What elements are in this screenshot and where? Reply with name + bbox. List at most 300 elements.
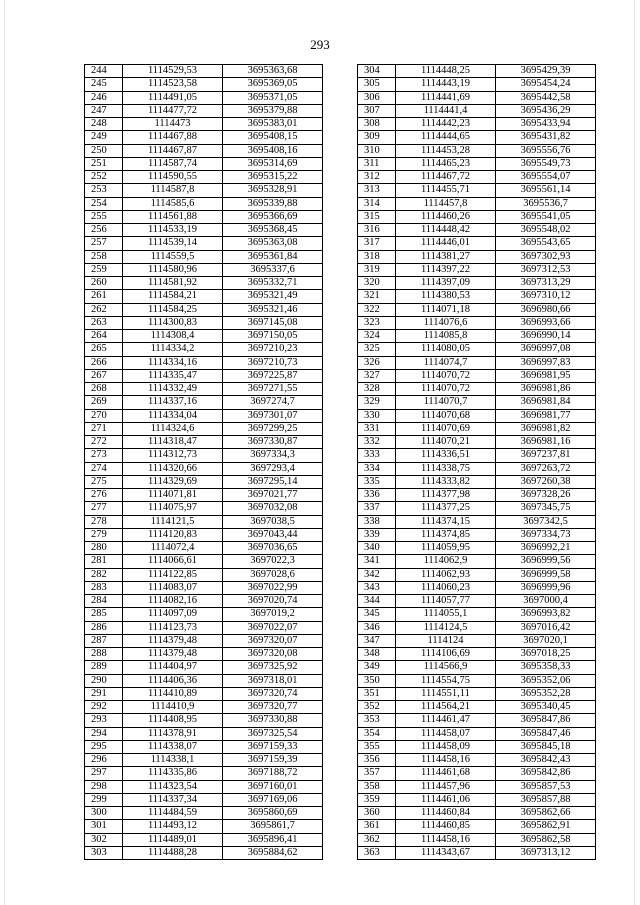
y-coordinate-cell: 3695842,86 [496, 767, 596, 780]
table-row [85, 224, 323, 237]
x-coordinate-cell: 1114334,16 [123, 356, 223, 369]
x-coordinate-cell: 1114338,07 [123, 740, 223, 753]
point-number-cell: 301 [85, 820, 123, 833]
x-coordinate-cell: 1114477,72 [123, 104, 223, 117]
y-coordinate-cell: 3696980,66 [496, 303, 596, 316]
table-row [358, 409, 596, 422]
table-row [85, 489, 323, 502]
x-coordinate-cell: 1114453,28 [396, 144, 496, 157]
table-row [85, 104, 323, 117]
point-number-cell: 318 [358, 250, 396, 263]
point-number-cell: 343 [358, 581, 396, 594]
point-number-cell: 334 [358, 462, 396, 475]
y-coordinate-cell: 3697342,5 [496, 515, 596, 528]
x-coordinate-cell: 1114066,61 [123, 555, 223, 568]
x-coordinate-cell: 1114584,25 [123, 303, 223, 316]
point-number-cell: 313 [358, 184, 396, 197]
x-coordinate-cell: 1114380,53 [396, 290, 496, 303]
table-row [358, 197, 596, 210]
y-coordinate-cell: 3697301,07 [223, 409, 323, 422]
point-number-cell: 282 [85, 568, 123, 581]
table-row [85, 409, 323, 422]
y-coordinate-cell: 3697188,72 [223, 767, 323, 780]
x-coordinate-cell: 1114491,05 [123, 91, 223, 104]
point-number-cell: 292 [85, 701, 123, 714]
table-row [85, 118, 323, 131]
point-number-cell: 255 [85, 210, 123, 223]
point-number-cell: 294 [85, 727, 123, 740]
point-number-cell: 307 [358, 104, 396, 117]
table-row [358, 462, 596, 475]
x-coordinate-cell: 1114332,49 [123, 383, 223, 396]
x-coordinate-cell: 1114070,7 [396, 396, 496, 409]
y-coordinate-cell: 3695340,45 [496, 701, 596, 714]
x-coordinate-cell: 1114329,69 [123, 475, 223, 488]
point-number-cell: 284 [85, 595, 123, 608]
point-number-cell: 257 [85, 237, 123, 250]
table-row [358, 237, 596, 250]
x-coordinate-cell: 1114443,19 [396, 78, 496, 91]
y-coordinate-cell: 3695337,6 [223, 263, 323, 276]
y-coordinate-cell: 3695408,16 [223, 144, 323, 157]
x-coordinate-cell: 1114122,85 [123, 568, 223, 581]
table-row [85, 131, 323, 144]
y-coordinate-cell: 3695352,06 [496, 674, 596, 687]
x-coordinate-cell: 1114467,87 [123, 144, 223, 157]
table-row [85, 568, 323, 581]
y-coordinate-cell: 3695857,88 [496, 793, 596, 806]
table-row [358, 489, 596, 502]
table-row [358, 144, 596, 157]
table-row [358, 436, 596, 449]
table-row [358, 555, 596, 568]
point-number-cell: 324 [358, 330, 396, 343]
point-number-cell: 320 [358, 277, 396, 290]
y-coordinate-cell: 3697210,23 [223, 343, 323, 356]
x-coordinate-cell: 1114465,23 [396, 157, 496, 170]
y-coordinate-cell: 3697237,81 [496, 449, 596, 462]
y-coordinate-cell: 3696990,14 [496, 330, 596, 343]
table-row [85, 674, 323, 687]
table-row [85, 65, 323, 78]
table-row [358, 157, 596, 170]
point-number-cell: 360 [358, 807, 396, 820]
point-number-cell: 323 [358, 316, 396, 329]
x-coordinate-cell: 1114338,1 [123, 754, 223, 767]
table-row [85, 144, 323, 157]
x-coordinate-cell: 1114461,06 [396, 793, 496, 806]
y-coordinate-cell: 3695369,05 [223, 78, 323, 91]
table-row [85, 237, 323, 250]
x-coordinate-cell: 1114072,4 [123, 542, 223, 555]
x-coordinate-cell: 1114457,96 [396, 780, 496, 793]
point-number-cell: 339 [358, 528, 396, 541]
x-coordinate-cell: 1114561,88 [123, 210, 223, 223]
point-number-cell: 248 [85, 118, 123, 131]
point-number-cell: 335 [358, 475, 396, 488]
x-coordinate-cell: 1114539,14 [123, 237, 223, 250]
x-coordinate-cell: 1114566,9 [396, 661, 496, 674]
y-coordinate-cell: 3696992,21 [496, 542, 596, 555]
table-row [358, 634, 596, 647]
table-row [85, 740, 323, 753]
x-coordinate-cell: 1114408,95 [123, 714, 223, 727]
y-coordinate-cell: 3695862,58 [496, 833, 596, 846]
x-coordinate-cell: 1114083,07 [123, 581, 223, 594]
table-row [85, 91, 323, 104]
x-coordinate-cell: 1114444,65 [396, 131, 496, 144]
y-coordinate-cell: 3697000,4 [496, 595, 596, 608]
point-number-cell: 350 [358, 674, 396, 687]
x-coordinate-cell: 1114441,4 [396, 104, 496, 117]
table-row [358, 396, 596, 409]
table-row [358, 846, 596, 859]
x-coordinate-cell: 1114374,85 [396, 528, 496, 541]
point-number-cell: 300 [85, 807, 123, 820]
y-coordinate-cell: 3697145,08 [223, 316, 323, 329]
table-row [85, 303, 323, 316]
x-coordinate-cell: 1114323,54 [123, 780, 223, 793]
point-number-cell: 358 [358, 780, 396, 793]
table-row [85, 290, 323, 303]
point-number-cell: 354 [358, 727, 396, 740]
point-number-cell: 247 [85, 104, 123, 117]
point-number-cell: 317 [358, 237, 396, 250]
y-coordinate-cell: 3697330,87 [223, 436, 323, 449]
y-coordinate-cell: 3695363,08 [223, 237, 323, 250]
table-row [85, 555, 323, 568]
y-coordinate-cell: 3697313,29 [496, 277, 596, 290]
table-row [358, 542, 596, 555]
table-row [85, 343, 323, 356]
point-number-cell: 259 [85, 263, 123, 276]
point-number-cell: 363 [358, 846, 396, 859]
x-coordinate-cell: 1114448,25 [396, 65, 496, 78]
y-coordinate-cell: 3695548,02 [496, 224, 596, 237]
table-row [358, 316, 596, 329]
y-coordinate-cell: 3697313,12 [496, 846, 596, 859]
table-row [358, 701, 596, 714]
y-coordinate-cell: 3697325,54 [223, 727, 323, 740]
y-coordinate-cell: 3697169,06 [223, 793, 323, 806]
x-coordinate-cell: 1114121,5 [123, 515, 223, 528]
table-row [358, 224, 596, 237]
y-coordinate-cell: 3697022,99 [223, 581, 323, 594]
table-row [85, 210, 323, 223]
y-coordinate-cell: 3696981,84 [496, 396, 596, 409]
y-coordinate-cell: 3695556,76 [496, 144, 596, 157]
y-coordinate-cell: 3695361,84 [223, 250, 323, 263]
y-coordinate-cell: 3695862,66 [496, 807, 596, 820]
x-coordinate-cell: 1114467,72 [396, 171, 496, 184]
y-coordinate-cell: 3697225,87 [223, 369, 323, 382]
point-number-cell: 288 [85, 648, 123, 661]
x-coordinate-cell: 1114062,93 [396, 568, 496, 581]
y-coordinate-cell: 3695536,7 [496, 197, 596, 210]
table-row [85, 780, 323, 793]
point-number-cell: 280 [85, 542, 123, 555]
table-row [358, 502, 596, 515]
table-row [358, 475, 596, 488]
point-number-cell: 314 [358, 197, 396, 210]
x-coordinate-cell: 1114324,6 [123, 422, 223, 435]
point-number-cell: 262 [85, 303, 123, 316]
x-coordinate-cell: 1114529,53 [123, 65, 223, 78]
point-number-cell: 298 [85, 780, 123, 793]
point-number-cell: 341 [358, 555, 396, 568]
y-coordinate-cell: 3695315,22 [223, 171, 323, 184]
table-row [358, 608, 596, 621]
table-row [358, 780, 596, 793]
y-coordinate-cell: 3695429,39 [496, 65, 596, 78]
point-number-cell: 264 [85, 330, 123, 343]
table-row [85, 793, 323, 806]
point-number-cell: 342 [358, 568, 396, 581]
x-coordinate-cell: 1114484,59 [123, 807, 223, 820]
table-row [85, 263, 323, 276]
table-row [85, 277, 323, 290]
table-row [85, 316, 323, 329]
table-row [85, 171, 323, 184]
x-coordinate-cell: 1114467,88 [123, 131, 223, 144]
point-number-cell: 287 [85, 634, 123, 647]
x-coordinate-cell: 1114379,48 [123, 634, 223, 647]
table-row [85, 356, 323, 369]
x-coordinate-cell: 1114489,01 [123, 833, 223, 846]
point-number-cell: 256 [85, 224, 123, 237]
y-coordinate-cell: 3695433,94 [496, 118, 596, 131]
table-row [358, 820, 596, 833]
point-number-cell: 297 [85, 767, 123, 780]
y-coordinate-cell: 3695842,43 [496, 754, 596, 767]
x-coordinate-cell: 1114397,22 [396, 263, 496, 276]
table-row [358, 661, 596, 674]
y-coordinate-cell: 3696997,83 [496, 356, 596, 369]
point-number-cell: 353 [358, 714, 396, 727]
table-row [85, 462, 323, 475]
x-coordinate-cell: 1114493,12 [123, 820, 223, 833]
point-number-cell: 251 [85, 157, 123, 170]
table-row [358, 104, 596, 117]
table-row [85, 754, 323, 767]
point-number-cell: 260 [85, 277, 123, 290]
point-number-cell: 338 [358, 515, 396, 528]
y-coordinate-cell: 3696999,58 [496, 568, 596, 581]
y-coordinate-cell: 3697318,01 [223, 674, 323, 687]
table-row [85, 767, 323, 780]
y-coordinate-cell: 3697320,77 [223, 701, 323, 714]
point-number-cell: 352 [358, 701, 396, 714]
table-row [85, 846, 323, 859]
y-coordinate-cell: 3697299,25 [223, 422, 323, 435]
y-coordinate-cell: 3695431,82 [496, 131, 596, 144]
point-number-cell: 351 [358, 687, 396, 700]
point-number-cell: 310 [358, 144, 396, 157]
y-coordinate-cell: 3696981,77 [496, 409, 596, 422]
y-coordinate-cell: 3696997,08 [496, 343, 596, 356]
y-coordinate-cell: 3695328,91 [223, 184, 323, 197]
table-row [85, 528, 323, 541]
table-row [358, 528, 596, 541]
x-coordinate-cell: 1114057,77 [396, 595, 496, 608]
x-coordinate-cell: 1114458,09 [396, 740, 496, 753]
x-coordinate-cell: 1114587,74 [123, 157, 223, 170]
scan-right-edge [634, 0, 635, 905]
table-row [358, 356, 596, 369]
y-coordinate-cell: 3695857,53 [496, 780, 596, 793]
table-row [358, 793, 596, 806]
y-coordinate-cell: 3697295,14 [223, 475, 323, 488]
table-row [85, 634, 323, 647]
table-row [358, 740, 596, 753]
y-coordinate-cell: 3695454,24 [496, 78, 596, 91]
point-number-cell: 291 [85, 687, 123, 700]
table-row [358, 250, 596, 263]
y-coordinate-cell: 3697032,08 [223, 502, 323, 515]
point-number-cell: 303 [85, 846, 123, 859]
point-number-cell: 348 [358, 648, 396, 661]
point-number-cell: 357 [358, 767, 396, 780]
table-row [85, 820, 323, 833]
y-coordinate-cell: 3697021,77 [223, 489, 323, 502]
x-coordinate-cell: 1114320,66 [123, 462, 223, 475]
point-number-cell: 281 [85, 555, 123, 568]
table-row [358, 422, 596, 435]
point-number-cell: 274 [85, 462, 123, 475]
point-number-cell: 252 [85, 171, 123, 184]
point-number-cell: 302 [85, 833, 123, 846]
table-row [358, 833, 596, 846]
y-coordinate-cell: 3695379,88 [223, 104, 323, 117]
table-row [85, 807, 323, 820]
y-coordinate-cell: 3697022,07 [223, 621, 323, 634]
y-coordinate-cell: 3696981,86 [496, 383, 596, 396]
table-row [358, 727, 596, 740]
x-coordinate-cell: 1114074,7 [396, 356, 496, 369]
table-row [358, 687, 596, 700]
x-coordinate-cell: 1114564,21 [396, 701, 496, 714]
x-coordinate-cell: 1114460,84 [396, 807, 496, 820]
y-coordinate-cell: 3695860,69 [223, 807, 323, 820]
point-number-cell: 340 [358, 542, 396, 555]
point-number-cell: 362 [358, 833, 396, 846]
y-coordinate-cell: 3697019,2 [223, 608, 323, 621]
table-row [85, 833, 323, 846]
x-coordinate-cell: 1114457,8 [396, 197, 496, 210]
y-coordinate-cell: 3697320,07 [223, 634, 323, 647]
point-number-cell: 289 [85, 661, 123, 674]
table-row [358, 91, 596, 104]
table-row [85, 369, 323, 382]
point-number-cell: 344 [358, 595, 396, 608]
point-number-cell: 315 [358, 210, 396, 223]
x-coordinate-cell: 1114461,47 [396, 714, 496, 727]
x-coordinate-cell: 1114581,92 [123, 277, 223, 290]
x-coordinate-cell: 1114071,81 [123, 489, 223, 502]
y-coordinate-cell: 3695896,41 [223, 833, 323, 846]
table-row [85, 250, 323, 263]
x-coordinate-cell: 1114336,51 [396, 449, 496, 462]
y-coordinate-cell: 3697334,73 [496, 528, 596, 541]
table-row [85, 648, 323, 661]
y-coordinate-cell: 3697310,12 [496, 290, 596, 303]
y-coordinate-cell: 3696993,82 [496, 608, 596, 621]
table-row [358, 449, 596, 462]
x-coordinate-cell: 1114070,68 [396, 409, 496, 422]
x-coordinate-cell: 1114446,01 [396, 237, 496, 250]
x-coordinate-cell: 1114308,4 [123, 330, 223, 343]
y-coordinate-cell: 3695442,58 [496, 91, 596, 104]
table-row [358, 714, 596, 727]
coordinates-table-left [84, 64, 323, 860]
coordinates-table-right [357, 64, 596, 860]
y-coordinate-cell: 3697274,7 [223, 396, 323, 409]
table-row [85, 701, 323, 714]
x-coordinate-cell: 1114106,69 [396, 648, 496, 661]
table-row [358, 383, 596, 396]
point-number-cell: 285 [85, 608, 123, 621]
y-coordinate-cell: 3697038,5 [223, 515, 323, 528]
x-coordinate-cell: 1114076,6 [396, 316, 496, 329]
x-coordinate-cell: 1114334,04 [123, 409, 223, 422]
x-coordinate-cell: 1114070,72 [396, 383, 496, 396]
y-coordinate-cell: 3695321,46 [223, 303, 323, 316]
y-coordinate-cell: 3695847,46 [496, 727, 596, 740]
table-row [85, 502, 323, 515]
table-row [85, 595, 323, 608]
y-coordinate-cell: 3695352,28 [496, 687, 596, 700]
table-row [358, 595, 596, 608]
x-coordinate-cell: 1114055,1 [396, 608, 496, 621]
y-coordinate-cell: 3697260,38 [496, 475, 596, 488]
y-coordinate-cell: 3697036,65 [223, 542, 323, 555]
point-number-cell: 276 [85, 489, 123, 502]
point-number-cell: 308 [358, 118, 396, 131]
y-coordinate-cell: 3697312,53 [496, 263, 596, 276]
table-row [85, 542, 323, 555]
point-number-cell: 253 [85, 184, 123, 197]
table-row [358, 754, 596, 767]
y-coordinate-cell: 3695363,68 [223, 65, 323, 78]
point-number-cell: 347 [358, 634, 396, 647]
point-number-cell: 246 [85, 91, 123, 104]
x-coordinate-cell: 1114458,16 [396, 833, 496, 846]
point-number-cell: 322 [358, 303, 396, 316]
point-number-cell: 355 [358, 740, 396, 753]
point-number-cell: 270 [85, 409, 123, 422]
point-number-cell: 290 [85, 674, 123, 687]
y-coordinate-cell: 3696993,66 [496, 316, 596, 329]
point-number-cell: 332 [358, 436, 396, 449]
table-row [358, 277, 596, 290]
page-number: 293 [310, 37, 330, 52]
y-coordinate-cell: 3697345,75 [496, 502, 596, 515]
x-coordinate-cell: 1114458,16 [396, 754, 496, 767]
y-coordinate-cell: 3697334,3 [223, 449, 323, 462]
x-coordinate-cell: 1114587,8 [123, 184, 223, 197]
y-coordinate-cell: 3697320,08 [223, 648, 323, 661]
table-row [358, 118, 596, 131]
point-number-cell: 349 [358, 661, 396, 674]
table-row [85, 78, 323, 91]
y-coordinate-cell: 3696981,95 [496, 369, 596, 382]
x-coordinate-cell: 1114060,23 [396, 581, 496, 594]
x-coordinate-cell: 1114312,73 [123, 449, 223, 462]
y-coordinate-cell: 3697018,25 [496, 648, 596, 661]
y-coordinate-cell: 3695408,15 [223, 131, 323, 144]
x-coordinate-cell: 1114334,2 [123, 343, 223, 356]
y-coordinate-cell: 3697028,6 [223, 568, 323, 581]
